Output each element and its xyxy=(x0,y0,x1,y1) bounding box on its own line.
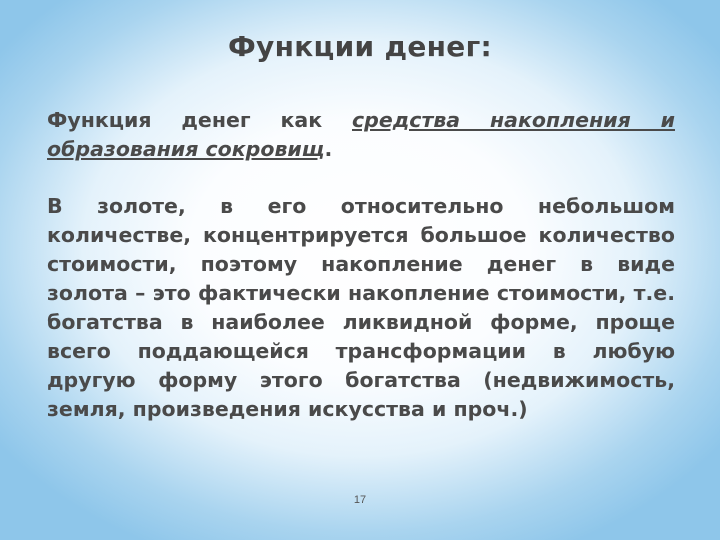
definition-suffix: . xyxy=(324,137,333,161)
definition-paragraph xyxy=(47,106,675,164)
explanation-paragraph: В золоте, в его относительно небольшом количестве, концентрируется большое количество стоимости, поэтому накопление денег в виде золота – это фактически накопление стоимости, т.е. богатства в наиболее ликвидной форме, проще всего поддающейся трансформации в любую другую форму этого богатства (недвижимость, земля, произведения искусства и проч.) xyxy=(47,194,675,421)
page-number: 17 xyxy=(353,494,367,506)
definition-emphasis: средства накопления и образования сокровищ xyxy=(47,108,675,161)
slide-title: Функции денег: xyxy=(227,30,493,63)
definition-prefix: Функция денег как xyxy=(47,108,352,132)
